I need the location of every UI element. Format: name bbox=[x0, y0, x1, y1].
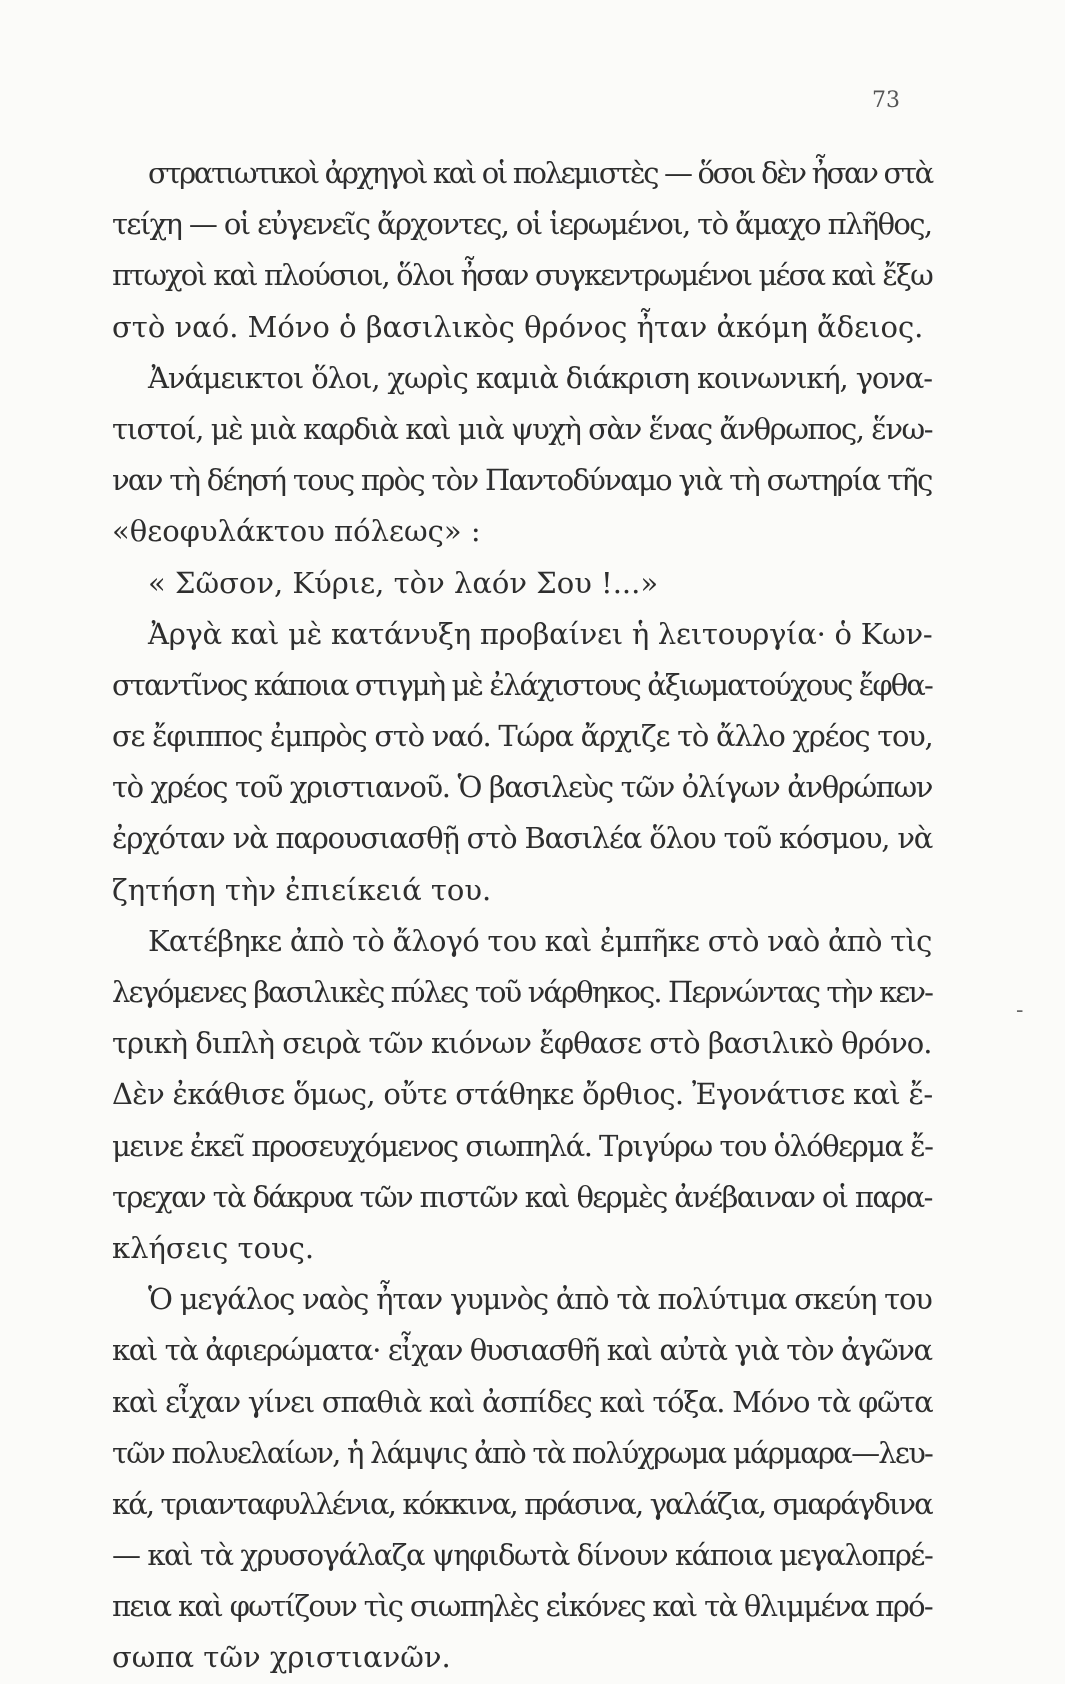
text-line: τιστοί, μὲ μιὰ καρδιὰ καὶ μιὰ ψυχὴ σὰν ἕνας ἄνθρωπος, ἕνω- bbox=[112, 411, 933, 446]
text-line: τρικὴ διπλὴ σειρὰ τῶν κιόνων ἔφθασε στὸ βασιλικὸ θρόνο. bbox=[112, 1026, 932, 1061]
margin-mark: - bbox=[1016, 998, 1024, 1023]
text-line: μεινε ἐκεῖ προσευχόμενος σιωπηλά. Τριγύρω του ὁλόθερμα ἔ- bbox=[112, 1128, 933, 1163]
text-line: Κατέβηκε ἀπὸ τὸ ἄλογό του καὶ ἐμπῆκε στὸ ναὸ ἀπὸ τὶς bbox=[148, 923, 932, 958]
text-line: κά, τριανταφυλλένια, κόκκινα, πράσινα, γαλάζια, σμαράγδινα bbox=[112, 1486, 932, 1521]
text-line: σωπα τῶν χριστιανῶν. bbox=[112, 1640, 451, 1675]
text-line: ζητήση τὴν ἐπιείκειά του. bbox=[112, 872, 492, 907]
page-number: 73 bbox=[872, 88, 900, 113]
text-line: κλήσεις τους. bbox=[112, 1230, 315, 1265]
text-line: σταντῖνος κάποια στιγμὴ μὲ ἐλάχιστους ἀξιωματούχους ἔφθα- bbox=[112, 667, 932, 702]
text-line: — καὶ τὰ χρυσογάλαζα ψηφιδωτὰ δίνουν κάποια μεγαλοπρέ- bbox=[112, 1538, 933, 1573]
text-line: τῶν πολυελαίων, ἡ λάμψις ἀπὸ τὰ πολύχρωμα μάρμαρα—λευ- bbox=[112, 1435, 933, 1470]
text-line: « Σῶσον, Κύριε, τὸν λαόν Σου !...» bbox=[148, 565, 659, 600]
text-line: τείχη — οἱ εὐγενεῖς ἄρχοντες, οἱ ἱερωμένοι, τὸ ἄμαχο πλῆθος, bbox=[112, 207, 932, 242]
text-line: σε ἔφιππος ἐμπρὸς στὸ ναό. Τώρα ἄρχιζε τὸ ἄλλο χρέος του, bbox=[112, 719, 933, 754]
text-line: Δὲν ἐκάθισε ὅμως, οὔτε στάθηκε ὄρθιος. Ἐγονάτισε καὶ ἔ- bbox=[112, 1077, 933, 1112]
text-line: καὶ εἶχαν γίνει σπαθιὰ καὶ ἀσπίδες καὶ τόξα. Μόνο τὰ φῶτα bbox=[112, 1384, 933, 1419]
text-line: «θεοφυλάκτου πόλεως» : bbox=[112, 514, 481, 549]
text-line: ναν τὴ δέησή τους πρὸς τὸν Παντοδύναμο γιὰ τὴ σωτηρία τῆς bbox=[112, 463, 932, 498]
body-text bbox=[112, 148, 932, 1684]
text-line: Ἀνάμεικτοι ὅλοι, χωρὶς καμιὰ διάκριση κοινωνική, γονα- bbox=[148, 360, 932, 395]
text-line: στὸ ναό. Μόνο ὁ βασιλικὸς θρόνος ἦταν ἀκόμη ἄδειος. bbox=[112, 309, 924, 344]
text-line: Ἀργὰ καὶ μὲ κατάνυξη προβαίνει ἡ λειτουργία· ὁ Κων- bbox=[148, 616, 933, 651]
text-line: ἐρχόταν νὰ παρουσιασθῇ στὸ Βασιλέα ὅλου τοῦ κόσμου, νὰ bbox=[112, 821, 933, 856]
text-line: στρατιωτικοὶ ἀρχηγοὶ καὶ οἱ πολεμιστὲς — ὅσοι δὲν ἦσαν στὰ bbox=[148, 156, 932, 190]
text-line: τρεχαν τὰ δάκρυα τῶν πιστῶν καὶ θερμὲς ἀνέβαιναν οἱ παρα- bbox=[112, 1179, 932, 1214]
text-line: Ὁ μεγάλος ναὸς ἦταν γυμνὸς ἀπὸ τὰ πολύτιμα σκεύη του bbox=[148, 1282, 932, 1317]
text-line: πεια καὶ φωτίζουν τὶς σιωπηλὲς εἰκόνες καὶ τὰ θλιμμένα πρό- bbox=[112, 1589, 933, 1624]
text-line: καὶ τὰ ἀφιερώματα· εἶχαν θυσιασθῆ καὶ αὐτὰ γιὰ τὸν ἀγῶνα bbox=[112, 1333, 932, 1368]
text-line: τὸ χρέος τοῦ χριστιανοῦ. Ὁ βασιλεὺς τῶν ὀλίγων ἀνθρώπων bbox=[112, 770, 933, 805]
text-line: λεγόμενες βασιλικὲς πύλες τοῦ νάρθηκος. Περνώντας τὴν κεν- bbox=[112, 975, 933, 1009]
text-line: πτωχοὶ καὶ πλούσιοι, ὅλοι ἦσαν συγκεντρωμένοι μέσα καὶ ἔξω bbox=[112, 258, 932, 293]
